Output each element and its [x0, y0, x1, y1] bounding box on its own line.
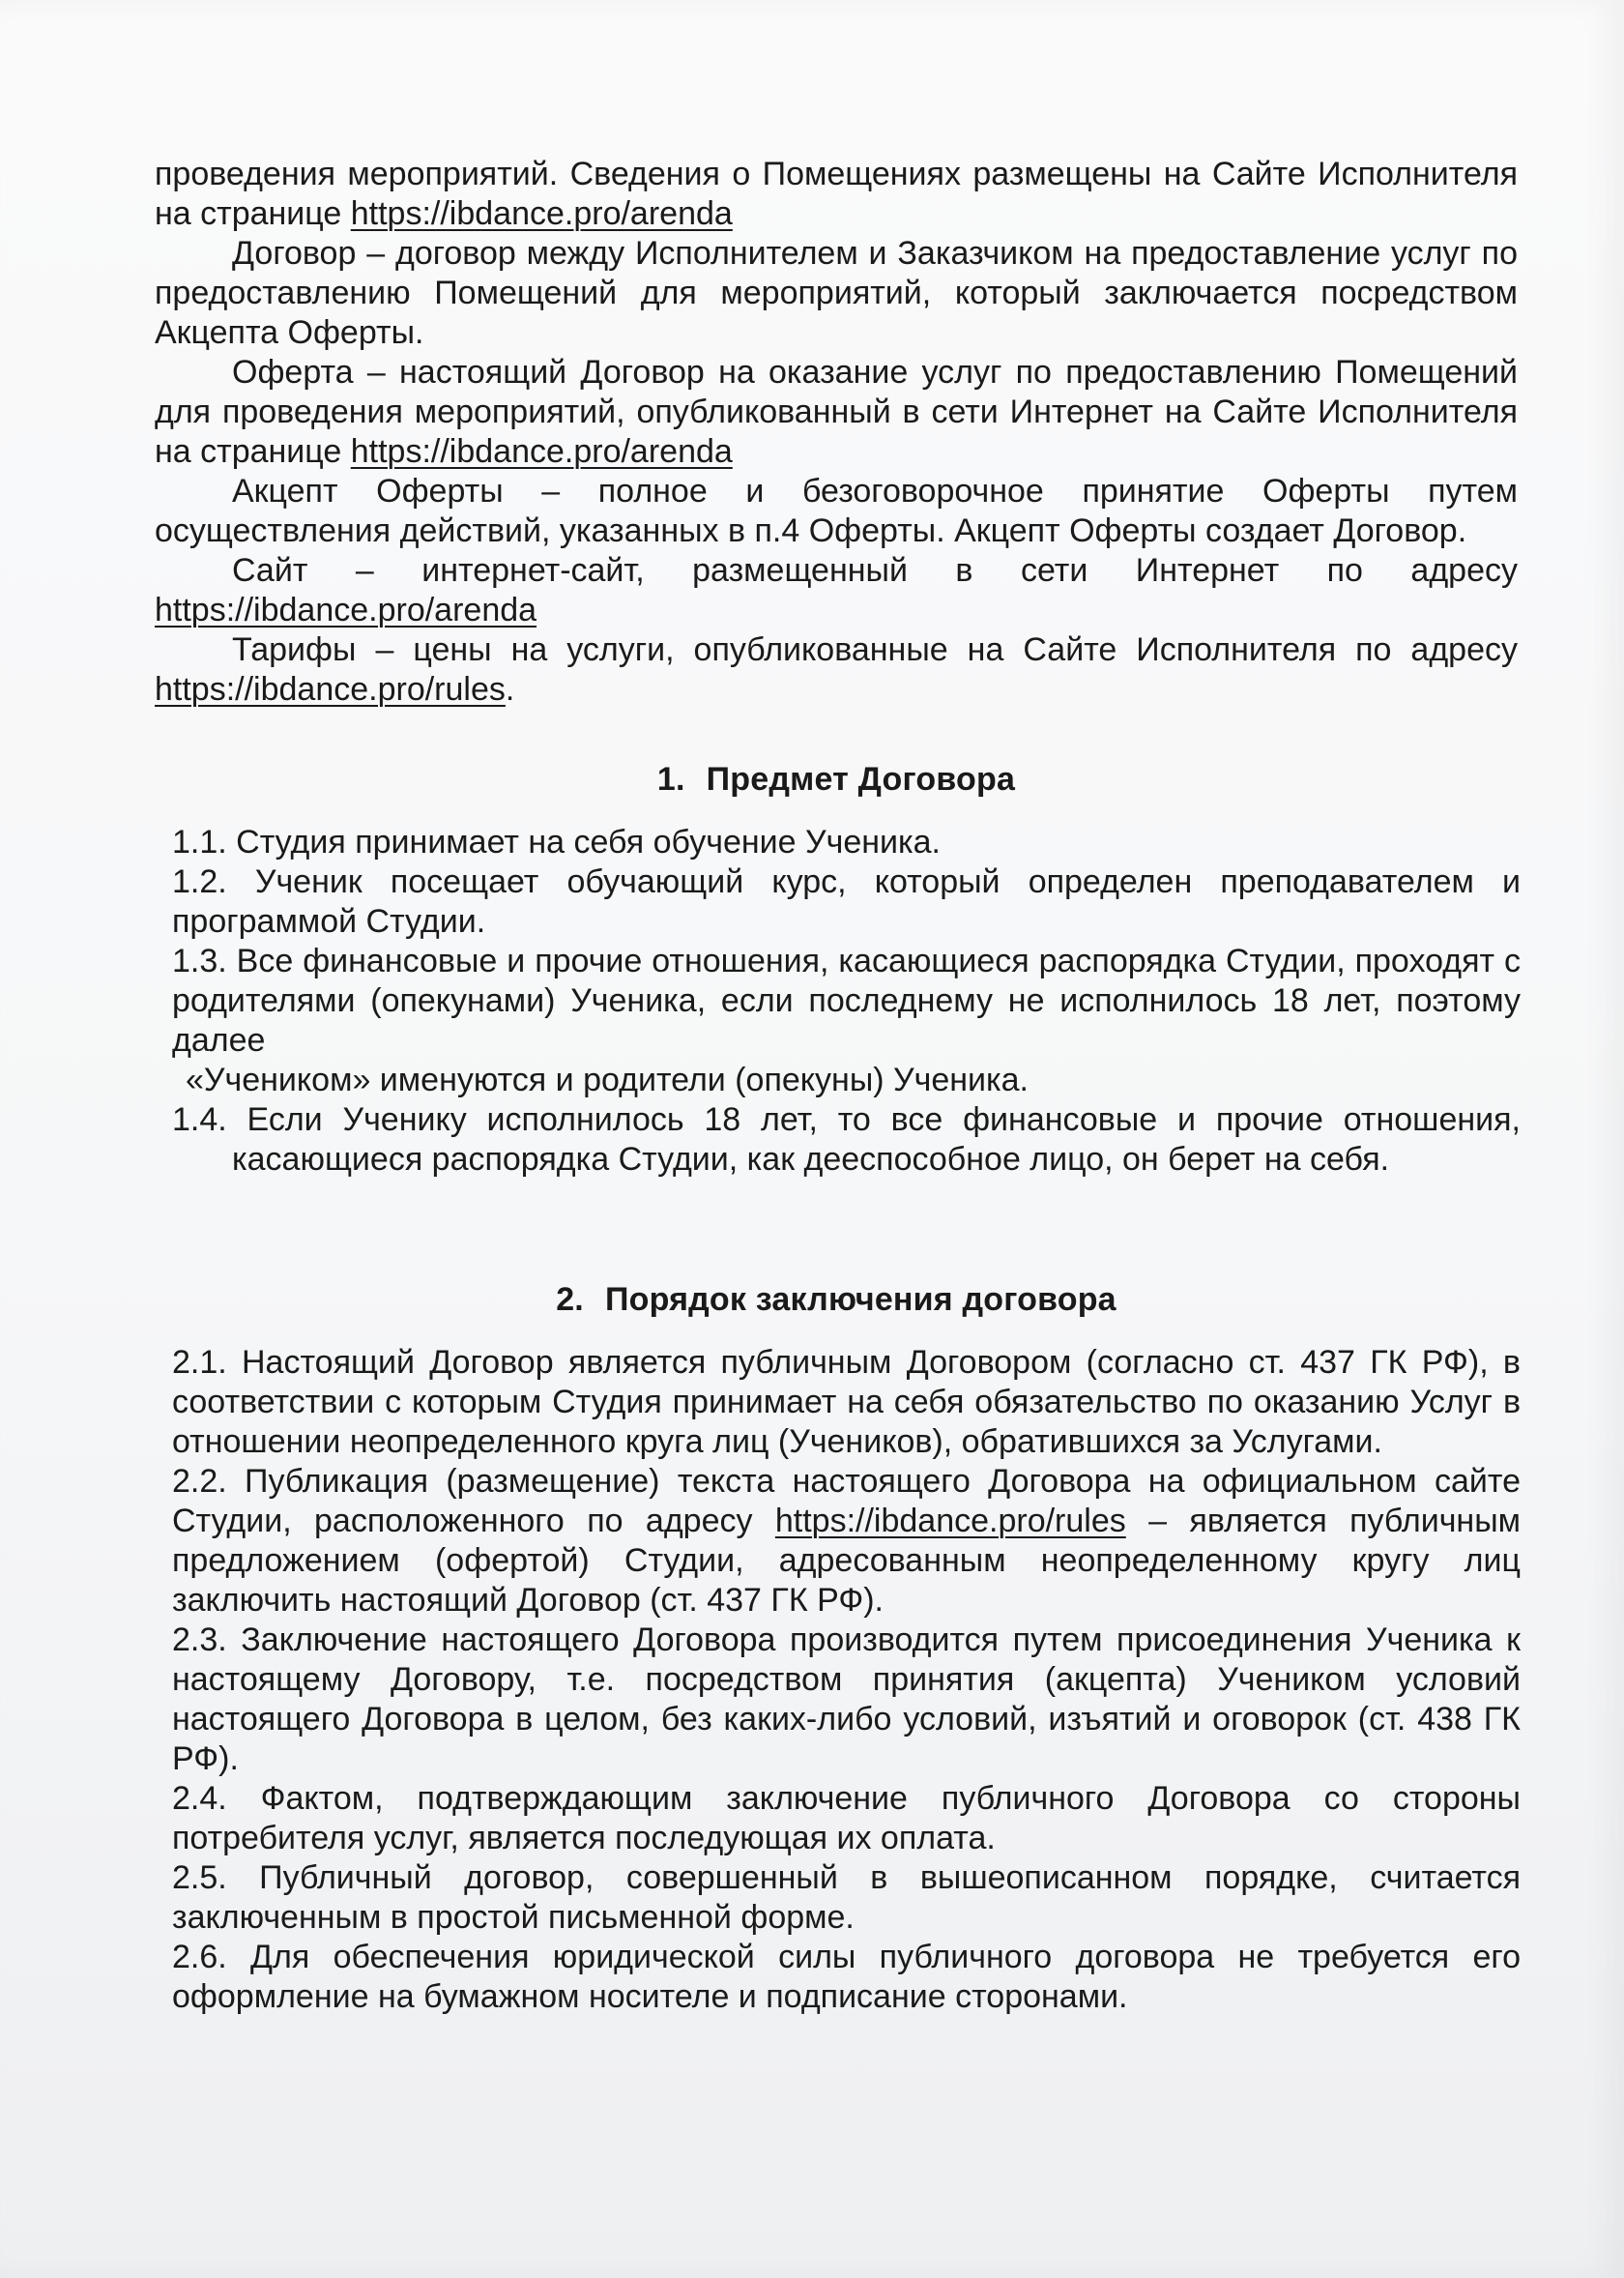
clause-2-1: 2.1. Настоящий Договор является публичным Договором (согласно ст. 437 ГК РФ), в соответствии с которым Студия принимает на себя обязательство по оказанию Услуг в отношении неопределенного круга лиц (Учеников), обратившихся за Услугами. [172, 1344, 1521, 1460]
clause-1-3-continuation: «Учеником» именуются и родители (опекуны) Ученика. [186, 1062, 1029, 1098]
clause-2-4: 2.4. Фактом, подтверждающим заключение публичного Договора со стороны потребителя услуг, является последующая их оплата. [172, 1780, 1521, 1856]
section-1-title: Предмет Договора [706, 761, 1016, 798]
arenda-link[interactable]: https://ibdance.pro/arenda [155, 592, 537, 628]
intro-paragraph-tariffs: Тарифы – цены на услуги, опубликованные на Сайте Исполнителя по адресу https://ibdance.pro/rules. [155, 631, 1518, 708]
intro-paragraph-acceptance: Акцепт Оферты – полное и безоговорочное принятие Оферты путем осуществления действий, указанных в п.4 Оферты. Акцепт Оферты создает Договор. [155, 473, 1518, 549]
clause-2-3: 2.3. Заключение настоящего Договора производится путем присоединения Ученика к настоящему Договору, т.е. посредством принятия (акцепта) Учеником условий настоящего Договора в целом, без каких-либо условий, изъятий и оговорок (ст. 438 ГК РФ). [172, 1621, 1521, 1777]
intro-paragraph-offer: Оферта – настоящий Договор на оказание услуг по предоставлению Помещений для проведения мероприятий, опубликованный в сети Интернет на Сайте Исполнителя на странице https://ibdance.pro/arenda [155, 354, 1518, 470]
section-1-heading [155, 760, 1518, 800]
intro-paragraph-site: Сайт – интернет-сайт, размещенный в сети Интернет по адресу https://ibdance.pro/arenda [155, 552, 1518, 628]
section-2-title: Порядок заключения договора [604, 1281, 1116, 1318]
intro-paragraph-contract: Договор – договор между Исполнителем и Заказчиком на предоставление услуг по предоставлению Помещений для мероприятий, который заключается посредством Акцепта Оферты. [155, 235, 1518, 351]
arenda-link[interactable]: https://ibdance.pro/arenda [350, 433, 733, 470]
section-2-body [155, 1343, 1521, 2017]
document-body [155, 155, 1522, 2017]
clause-2-6: 2.6. Для обеспечения юридической силы публичного договора не требуется его оформление на бумажном носителе и подписание сторонами. [172, 1939, 1521, 2015]
rules-link[interactable]: https://ibdance.pro/rules [155, 671, 506, 708]
clause-2-5: 2.5. Публичный договор, совершенный в вышеописанном порядке, считается заключенным в простой письменной форме. [172, 1859, 1521, 1936]
section-2-number: 2. [556, 1281, 584, 1318]
intro-paragraph-premises: проведения мероприятий. Сведения о Помещениях размещены на Сайте Исполнителя на странице https://ibdance.pro/arenda [155, 156, 1518, 232]
clause-1-3: 1.3. Все финансовые и прочие отношения, касающиеся распорядка Студии, проходят с родителями (опекунами) Ученика, если последнему не исполнилось 18 лет, поэтому далее [172, 943, 1521, 1059]
arenda-link[interactable]: https://ibdance.pro/arenda [350, 195, 733, 232]
section-2-heading [155, 1280, 1518, 1320]
clause-1-2: 1.2. Ученик посещает обучающий курс, который определен преподавателем и программой Студии. [172, 863, 1521, 940]
clause-2-2: 2.2. Публикация (размещение) текста настоящего Договора на официальном сайте Студии, расположенного по адресу https://ibdance.pro/rules – является публичным предложением (офертой) Студии, адресованным неопределенному кругу лиц заключить настоящий Договор (ст. 437 ГК РФ). [172, 1463, 1522, 1619]
clause-1-4: 1.4. Если Ученику исполнилось 18 лет, то все финансовые и прочие отношения, касающиеся распорядка Студии, как дееспособное лицо, он берет на себя. [172, 1101, 1521, 1178]
section-1-body [155, 823, 1521, 1180]
section-1-number: 1. [656, 761, 685, 798]
clause-1-1: 1.1. Студия принимает на себя обучение Ученика. [172, 824, 941, 861]
rules-link[interactable]: https://ibdance.pro/rules [774, 1503, 1126, 1539]
